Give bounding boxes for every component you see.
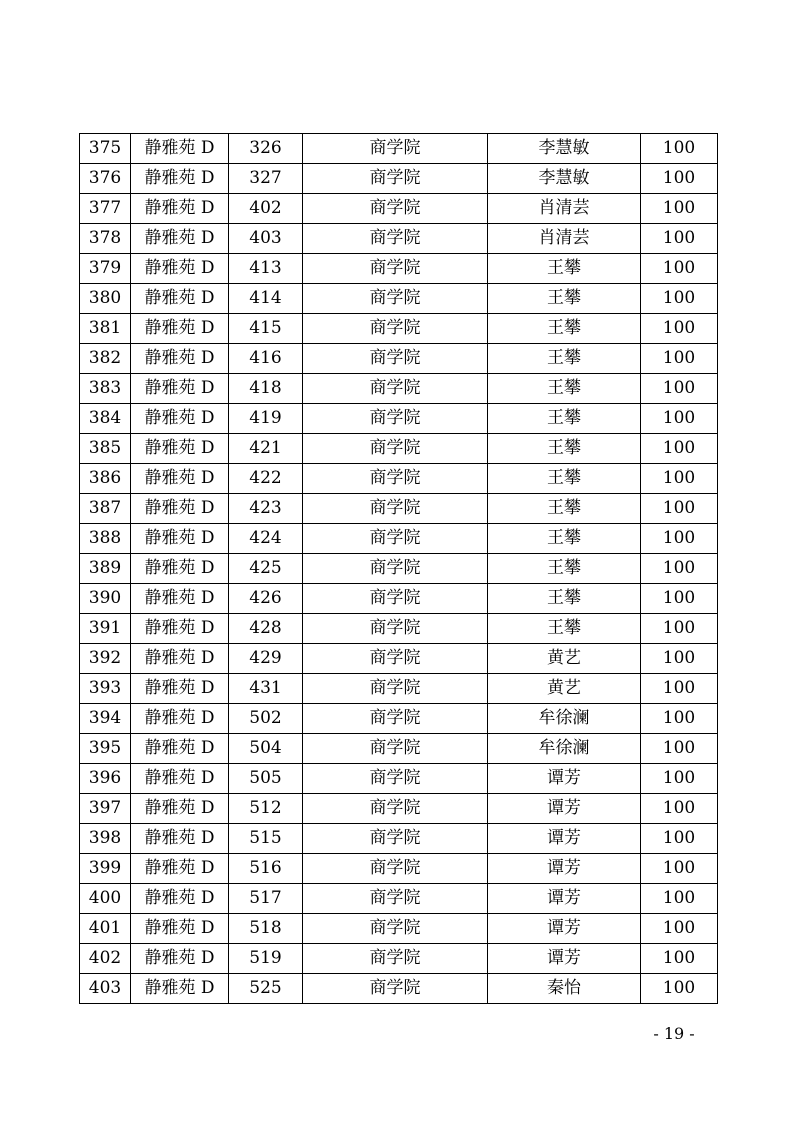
building-cell: 静雅苑 D xyxy=(131,344,229,374)
college-cell: 商学院 xyxy=(303,644,488,674)
contact-name-cell: 谭芳 xyxy=(488,824,641,854)
building-cell: 静雅苑 D xyxy=(131,164,229,194)
score-cell: 100 xyxy=(641,524,718,554)
room-number-cell: 415 xyxy=(229,314,303,344)
contact-name-cell: 牟徐澜 xyxy=(488,734,641,764)
row-number-cell: 377 xyxy=(80,194,131,224)
table-row xyxy=(80,704,718,734)
table-row xyxy=(80,614,718,644)
building-cell: 静雅苑 D xyxy=(131,254,229,284)
row-number-cell: 383 xyxy=(80,374,131,404)
table-row xyxy=(80,134,718,164)
contact-name-cell: 谭芳 xyxy=(488,944,641,974)
room-number-cell: 421 xyxy=(229,434,303,464)
score-cell: 100 xyxy=(641,224,718,254)
row-number-cell: 391 xyxy=(80,614,131,644)
building-cell: 静雅苑 D xyxy=(131,674,229,704)
college-cell: 商学院 xyxy=(303,794,488,824)
score-cell: 100 xyxy=(641,704,718,734)
college-cell: 商学院 xyxy=(303,944,488,974)
score-cell: 100 xyxy=(641,584,718,614)
college-cell: 商学院 xyxy=(303,494,488,524)
room-number-cell: 512 xyxy=(229,794,303,824)
college-cell: 商学院 xyxy=(303,344,488,374)
room-number-cell: 428 xyxy=(229,614,303,644)
building-cell: 静雅苑 D xyxy=(131,434,229,464)
contact-name-cell: 王攀 xyxy=(488,284,641,314)
row-number-cell: 403 xyxy=(80,974,131,1004)
score-cell: 100 xyxy=(641,854,718,884)
room-number-cell: 516 xyxy=(229,854,303,884)
college-cell: 商学院 xyxy=(303,704,488,734)
room-number-cell: 326 xyxy=(229,134,303,164)
score-cell: 100 xyxy=(641,194,718,224)
building-cell: 静雅苑 D xyxy=(131,194,229,224)
college-cell: 商学院 xyxy=(303,854,488,884)
row-number-cell: 394 xyxy=(80,704,131,734)
contact-name-cell: 黄艺 xyxy=(488,644,641,674)
table-row xyxy=(80,734,718,764)
score-cell: 100 xyxy=(641,554,718,584)
row-number-cell: 387 xyxy=(80,494,131,524)
contact-name-cell: 谭芳 xyxy=(488,884,641,914)
college-cell: 商学院 xyxy=(303,884,488,914)
college-cell: 商学院 xyxy=(303,284,488,314)
table-row xyxy=(80,344,718,374)
college-cell: 商学院 xyxy=(303,974,488,1004)
building-cell: 静雅苑 D xyxy=(131,524,229,554)
college-cell: 商学院 xyxy=(303,734,488,764)
row-number-cell: 386 xyxy=(80,464,131,494)
building-cell: 静雅苑 D xyxy=(131,404,229,434)
row-number-cell: 384 xyxy=(80,404,131,434)
table-row xyxy=(80,224,718,254)
contact-name-cell: 王攀 xyxy=(488,614,641,644)
college-cell: 商学院 xyxy=(303,584,488,614)
room-number-cell: 418 xyxy=(229,374,303,404)
college-cell: 商学院 xyxy=(303,254,488,284)
room-number-cell: 429 xyxy=(229,644,303,674)
score-cell: 100 xyxy=(641,764,718,794)
building-cell: 静雅苑 D xyxy=(131,974,229,1004)
college-cell: 商学院 xyxy=(303,404,488,434)
row-number-cell: 400 xyxy=(80,884,131,914)
building-cell: 静雅苑 D xyxy=(131,134,229,164)
college-cell: 商学院 xyxy=(303,374,488,404)
table-row xyxy=(80,644,718,674)
row-number-cell: 385 xyxy=(80,434,131,464)
row-number-cell: 401 xyxy=(80,914,131,944)
room-number-cell: 414 xyxy=(229,284,303,314)
table-row xyxy=(80,284,718,314)
room-number-cell: 413 xyxy=(229,254,303,284)
room-number-cell: 403 xyxy=(229,224,303,254)
contact-name-cell: 李慧敏 xyxy=(488,134,641,164)
building-cell: 静雅苑 D xyxy=(131,734,229,764)
table-row xyxy=(80,944,718,974)
table-row xyxy=(80,764,718,794)
row-number-cell: 379 xyxy=(80,254,131,284)
contact-name-cell: 肖清芸 xyxy=(488,224,641,254)
table-row xyxy=(80,674,718,704)
contact-name-cell: 王攀 xyxy=(488,524,641,554)
college-cell: 商学院 xyxy=(303,524,488,554)
room-number-cell: 416 xyxy=(229,344,303,374)
table-row xyxy=(80,164,718,194)
row-number-cell: 380 xyxy=(80,284,131,314)
college-cell: 商学院 xyxy=(303,134,488,164)
table-row xyxy=(80,914,718,944)
contact-name-cell: 秦怡 xyxy=(488,974,641,1004)
building-cell: 静雅苑 D xyxy=(131,374,229,404)
table-row xyxy=(80,824,718,854)
room-number-cell: 504 xyxy=(229,734,303,764)
row-number-cell: 389 xyxy=(80,554,131,584)
building-cell: 静雅苑 D xyxy=(131,464,229,494)
score-cell: 100 xyxy=(641,914,718,944)
score-cell: 100 xyxy=(641,614,718,644)
college-cell: 商学院 xyxy=(303,194,488,224)
college-cell: 商学院 xyxy=(303,764,488,794)
table-row xyxy=(80,854,718,884)
row-number-cell: 396 xyxy=(80,764,131,794)
building-cell: 静雅苑 D xyxy=(131,854,229,884)
college-cell: 商学院 xyxy=(303,164,488,194)
contact-name-cell: 王攀 xyxy=(488,464,641,494)
table-row xyxy=(80,254,718,284)
college-cell: 商学院 xyxy=(303,434,488,464)
contact-name-cell: 肖清芸 xyxy=(488,194,641,224)
row-number-cell: 393 xyxy=(80,674,131,704)
building-cell: 静雅苑 D xyxy=(131,764,229,794)
score-cell: 100 xyxy=(641,674,718,704)
room-number-cell: 525 xyxy=(229,974,303,1004)
building-cell: 静雅苑 D xyxy=(131,584,229,614)
row-number-cell: 381 xyxy=(80,314,131,344)
row-number-cell: 382 xyxy=(80,344,131,374)
college-cell: 商学院 xyxy=(303,614,488,644)
room-number-cell: 423 xyxy=(229,494,303,524)
room-number-cell: 502 xyxy=(229,704,303,734)
score-cell: 100 xyxy=(641,494,718,524)
college-cell: 商学院 xyxy=(303,674,488,704)
score-cell: 100 xyxy=(641,794,718,824)
room-number-cell: 505 xyxy=(229,764,303,794)
row-number-cell: 402 xyxy=(80,944,131,974)
score-cell: 100 xyxy=(641,134,718,164)
college-cell: 商学院 xyxy=(303,314,488,344)
contact-name-cell: 谭芳 xyxy=(488,794,641,824)
score-cell: 100 xyxy=(641,374,718,404)
table-row xyxy=(80,554,718,584)
row-number-cell: 395 xyxy=(80,734,131,764)
college-cell: 商学院 xyxy=(303,914,488,944)
room-number-cell: 426 xyxy=(229,584,303,614)
room-number-cell: 422 xyxy=(229,464,303,494)
building-cell: 静雅苑 D xyxy=(131,704,229,734)
table-row xyxy=(80,374,718,404)
contact-name-cell: 李慧敏 xyxy=(488,164,641,194)
room-number-cell: 424 xyxy=(229,524,303,554)
contact-name-cell: 谭芳 xyxy=(488,854,641,884)
table-row xyxy=(80,584,718,614)
building-cell: 静雅苑 D xyxy=(131,494,229,524)
contact-name-cell: 王攀 xyxy=(488,254,641,284)
building-cell: 静雅苑 D xyxy=(131,554,229,584)
building-cell: 静雅苑 D xyxy=(131,824,229,854)
room-number-cell: 327 xyxy=(229,164,303,194)
college-cell: 商学院 xyxy=(303,224,488,254)
score-cell: 100 xyxy=(641,884,718,914)
dormitory-score-table xyxy=(79,133,718,1004)
table-row xyxy=(80,434,718,464)
contact-name-cell: 王攀 xyxy=(488,374,641,404)
table-row xyxy=(80,404,718,434)
building-cell: 静雅苑 D xyxy=(131,314,229,344)
building-cell: 静雅苑 D xyxy=(131,644,229,674)
contact-name-cell: 王攀 xyxy=(488,344,641,374)
score-cell: 100 xyxy=(641,284,718,314)
score-cell: 100 xyxy=(641,824,718,854)
room-number-cell: 519 xyxy=(229,944,303,974)
contact-name-cell: 黄艺 xyxy=(488,674,641,704)
building-cell: 静雅苑 D xyxy=(131,284,229,314)
row-number-cell: 388 xyxy=(80,524,131,554)
building-cell: 静雅苑 D xyxy=(131,614,229,644)
table-row xyxy=(80,464,718,494)
score-cell: 100 xyxy=(641,314,718,344)
contact-name-cell: 牟徐澜 xyxy=(488,704,641,734)
table-row xyxy=(80,194,718,224)
row-number-cell: 390 xyxy=(80,584,131,614)
contact-name-cell: 王攀 xyxy=(488,404,641,434)
building-cell: 静雅苑 D xyxy=(131,944,229,974)
contact-name-cell: 谭芳 xyxy=(488,764,641,794)
building-cell: 静雅苑 D xyxy=(131,914,229,944)
table-row xyxy=(80,884,718,914)
room-number-cell: 518 xyxy=(229,914,303,944)
table-row xyxy=(80,974,718,1004)
score-cell: 100 xyxy=(641,734,718,764)
row-number-cell: 378 xyxy=(80,224,131,254)
score-cell: 100 xyxy=(641,434,718,464)
building-cell: 静雅苑 D xyxy=(131,224,229,254)
row-number-cell: 398 xyxy=(80,824,131,854)
building-cell: 静雅苑 D xyxy=(131,884,229,914)
room-number-cell: 515 xyxy=(229,824,303,854)
table-row xyxy=(80,314,718,344)
row-number-cell: 399 xyxy=(80,854,131,884)
score-cell: 100 xyxy=(641,404,718,434)
table-row xyxy=(80,524,718,554)
table-row xyxy=(80,494,718,524)
table-row xyxy=(80,794,718,824)
row-number-cell: 392 xyxy=(80,644,131,674)
room-number-cell: 419 xyxy=(229,404,303,434)
table-body xyxy=(80,134,718,1004)
row-number-cell: 375 xyxy=(80,134,131,164)
room-number-cell: 431 xyxy=(229,674,303,704)
building-cell: 静雅苑 D xyxy=(131,794,229,824)
score-cell: 100 xyxy=(641,944,718,974)
score-cell: 100 xyxy=(641,464,718,494)
contact-name-cell: 王攀 xyxy=(488,314,641,344)
contact-name-cell: 谭芳 xyxy=(488,914,641,944)
contact-name-cell: 王攀 xyxy=(488,554,641,584)
college-cell: 商学院 xyxy=(303,464,488,494)
college-cell: 商学院 xyxy=(303,554,488,584)
row-number-cell: 376 xyxy=(80,164,131,194)
college-cell: 商学院 xyxy=(303,824,488,854)
row-number-cell: 397 xyxy=(80,794,131,824)
score-cell: 100 xyxy=(641,974,718,1004)
room-number-cell: 517 xyxy=(229,884,303,914)
score-cell: 100 xyxy=(641,344,718,374)
score-cell: 100 xyxy=(641,254,718,284)
room-number-cell: 425 xyxy=(229,554,303,584)
score-cell: 100 xyxy=(641,164,718,194)
page-number: - 19 - xyxy=(653,1024,695,1043)
contact-name-cell: 王攀 xyxy=(488,434,641,464)
contact-name-cell: 王攀 xyxy=(488,494,641,524)
score-cell: 100 xyxy=(641,644,718,674)
room-number-cell: 402 xyxy=(229,194,303,224)
contact-name-cell: 王攀 xyxy=(488,584,641,614)
